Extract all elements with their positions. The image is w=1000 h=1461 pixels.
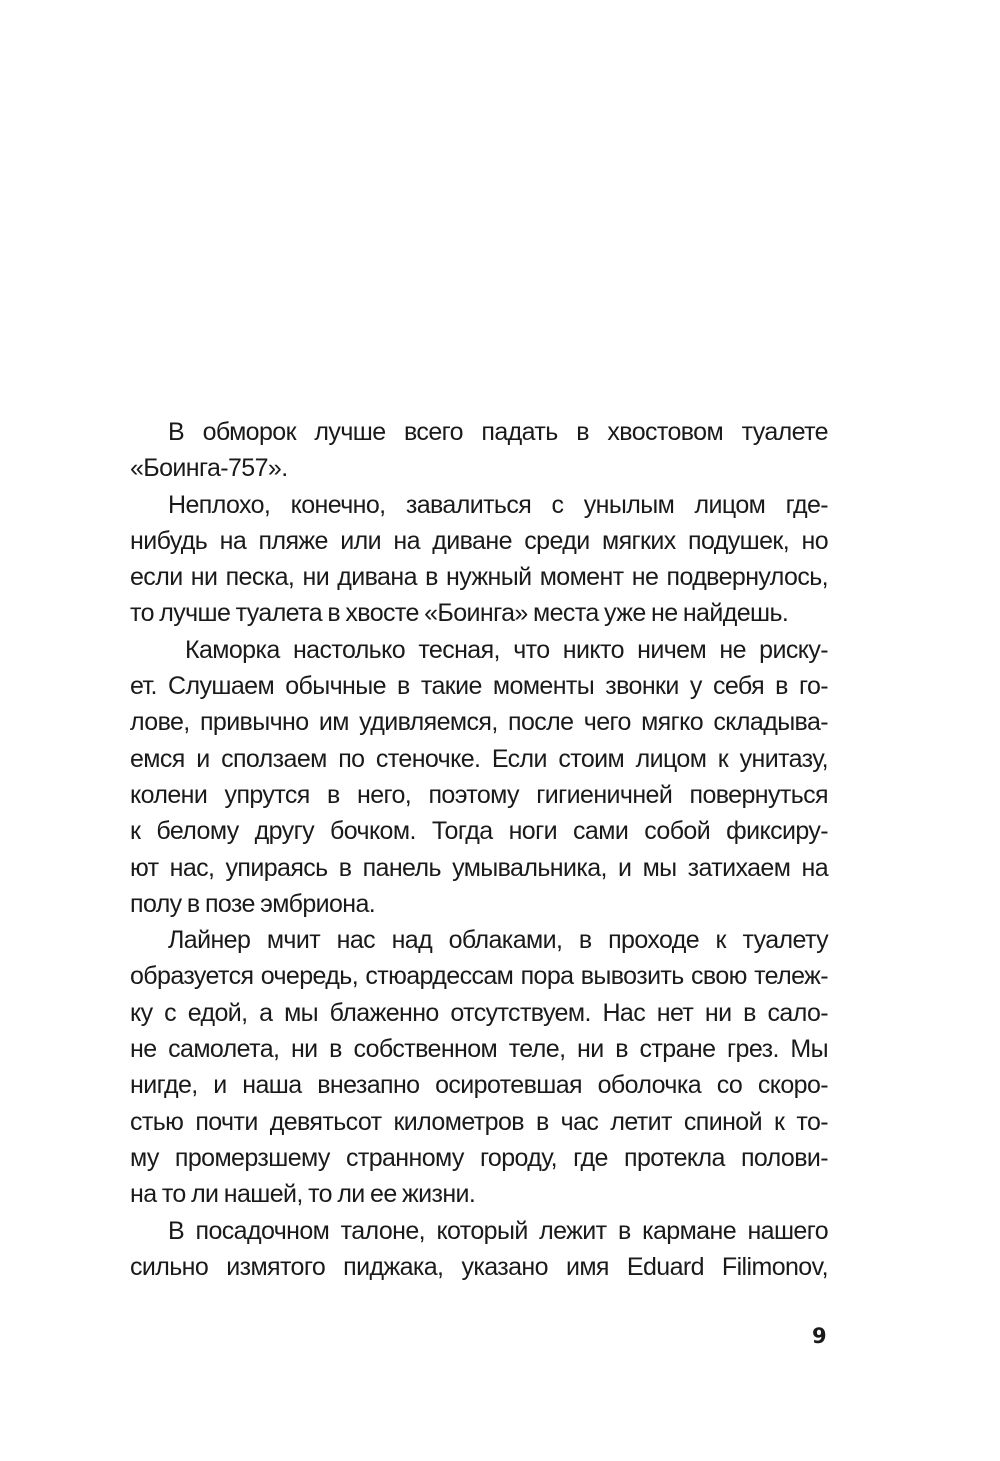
text-line: ку с едой, а мы блаженно отсутствуем. Нас нет ни в сало-: [130, 998, 828, 1027]
text-line: Каморка настолько тесная, что никто ничем не риску-: [185, 635, 828, 664]
text-line: образуется очередь, стюардессам пора вывозить свою тележ-: [130, 962, 828, 991]
page-number: 9: [812, 1324, 827, 1348]
text-line: «Боинга-757».: [130, 454, 288, 483]
text-line: ет. Слушаем обычные в такие моменты звонки у себя в го-: [130, 672, 828, 701]
text-line: колени упрутся в него, поэтому гигиеничней повернуться: [130, 780, 828, 809]
body-text: [130, 414, 828, 1285]
text-line: Лайнер мчит нас над облаками, в проходе к туалету: [168, 926, 828, 955]
paragraph: [130, 632, 828, 922]
text-line: не самолета, ни в собственном теле, ни в стране грез. Мы: [130, 1035, 828, 1064]
text-line: если ни песка, ни дивана в нужный момент не подвернулось,: [130, 563, 828, 592]
paragraph: [130, 487, 828, 632]
text-line: нигде, и наша внезапно осиротевшая оболочка со скоро-: [130, 1071, 828, 1100]
text-line: полу в позе эмбриона.: [130, 889, 376, 918]
text-line: то лучше туалета в хвосте «Боинга» места уже не найдешь.: [130, 599, 789, 628]
text-line: емся и сползаем по стеночке. Если стоим лицом к унитазу,: [130, 744, 828, 773]
text-line: нибудь на пляже или на диване среди мягких подушек, но: [130, 526, 828, 555]
text-line: сильно измятого пиджака, указано имя Eduard Filimonov,: [130, 1252, 828, 1281]
text-line: стью почти девятьсот километров в час летит спиной к то-: [130, 1107, 828, 1136]
paragraph: [130, 922, 828, 1212]
text-line: В посадочном талоне, который лежит в кармане нашего: [168, 1216, 828, 1245]
paragraph: [130, 1213, 828, 1286]
text-line: Неплохо, конечно, завалиться с унылым лицом где-: [168, 490, 828, 519]
text-line: лове, привычно им удивляемся, после чего мягко складыва-: [130, 708, 828, 737]
text-line: ют нас, упираясь в панель умывальника, и мы затихаем на: [130, 853, 828, 882]
text-line: му промерзшему странному городу, где протекла полови-: [130, 1143, 828, 1172]
paragraph: [130, 414, 828, 487]
text-line: к белому другу бочком. Тогда ноги сами собой фиксиру-: [130, 817, 828, 846]
text-line: на то ли нашей, то ли ее жизни.: [130, 1180, 476, 1209]
text-line: В обморок лучше всего падать в хвостовом туалете: [168, 418, 828, 446]
